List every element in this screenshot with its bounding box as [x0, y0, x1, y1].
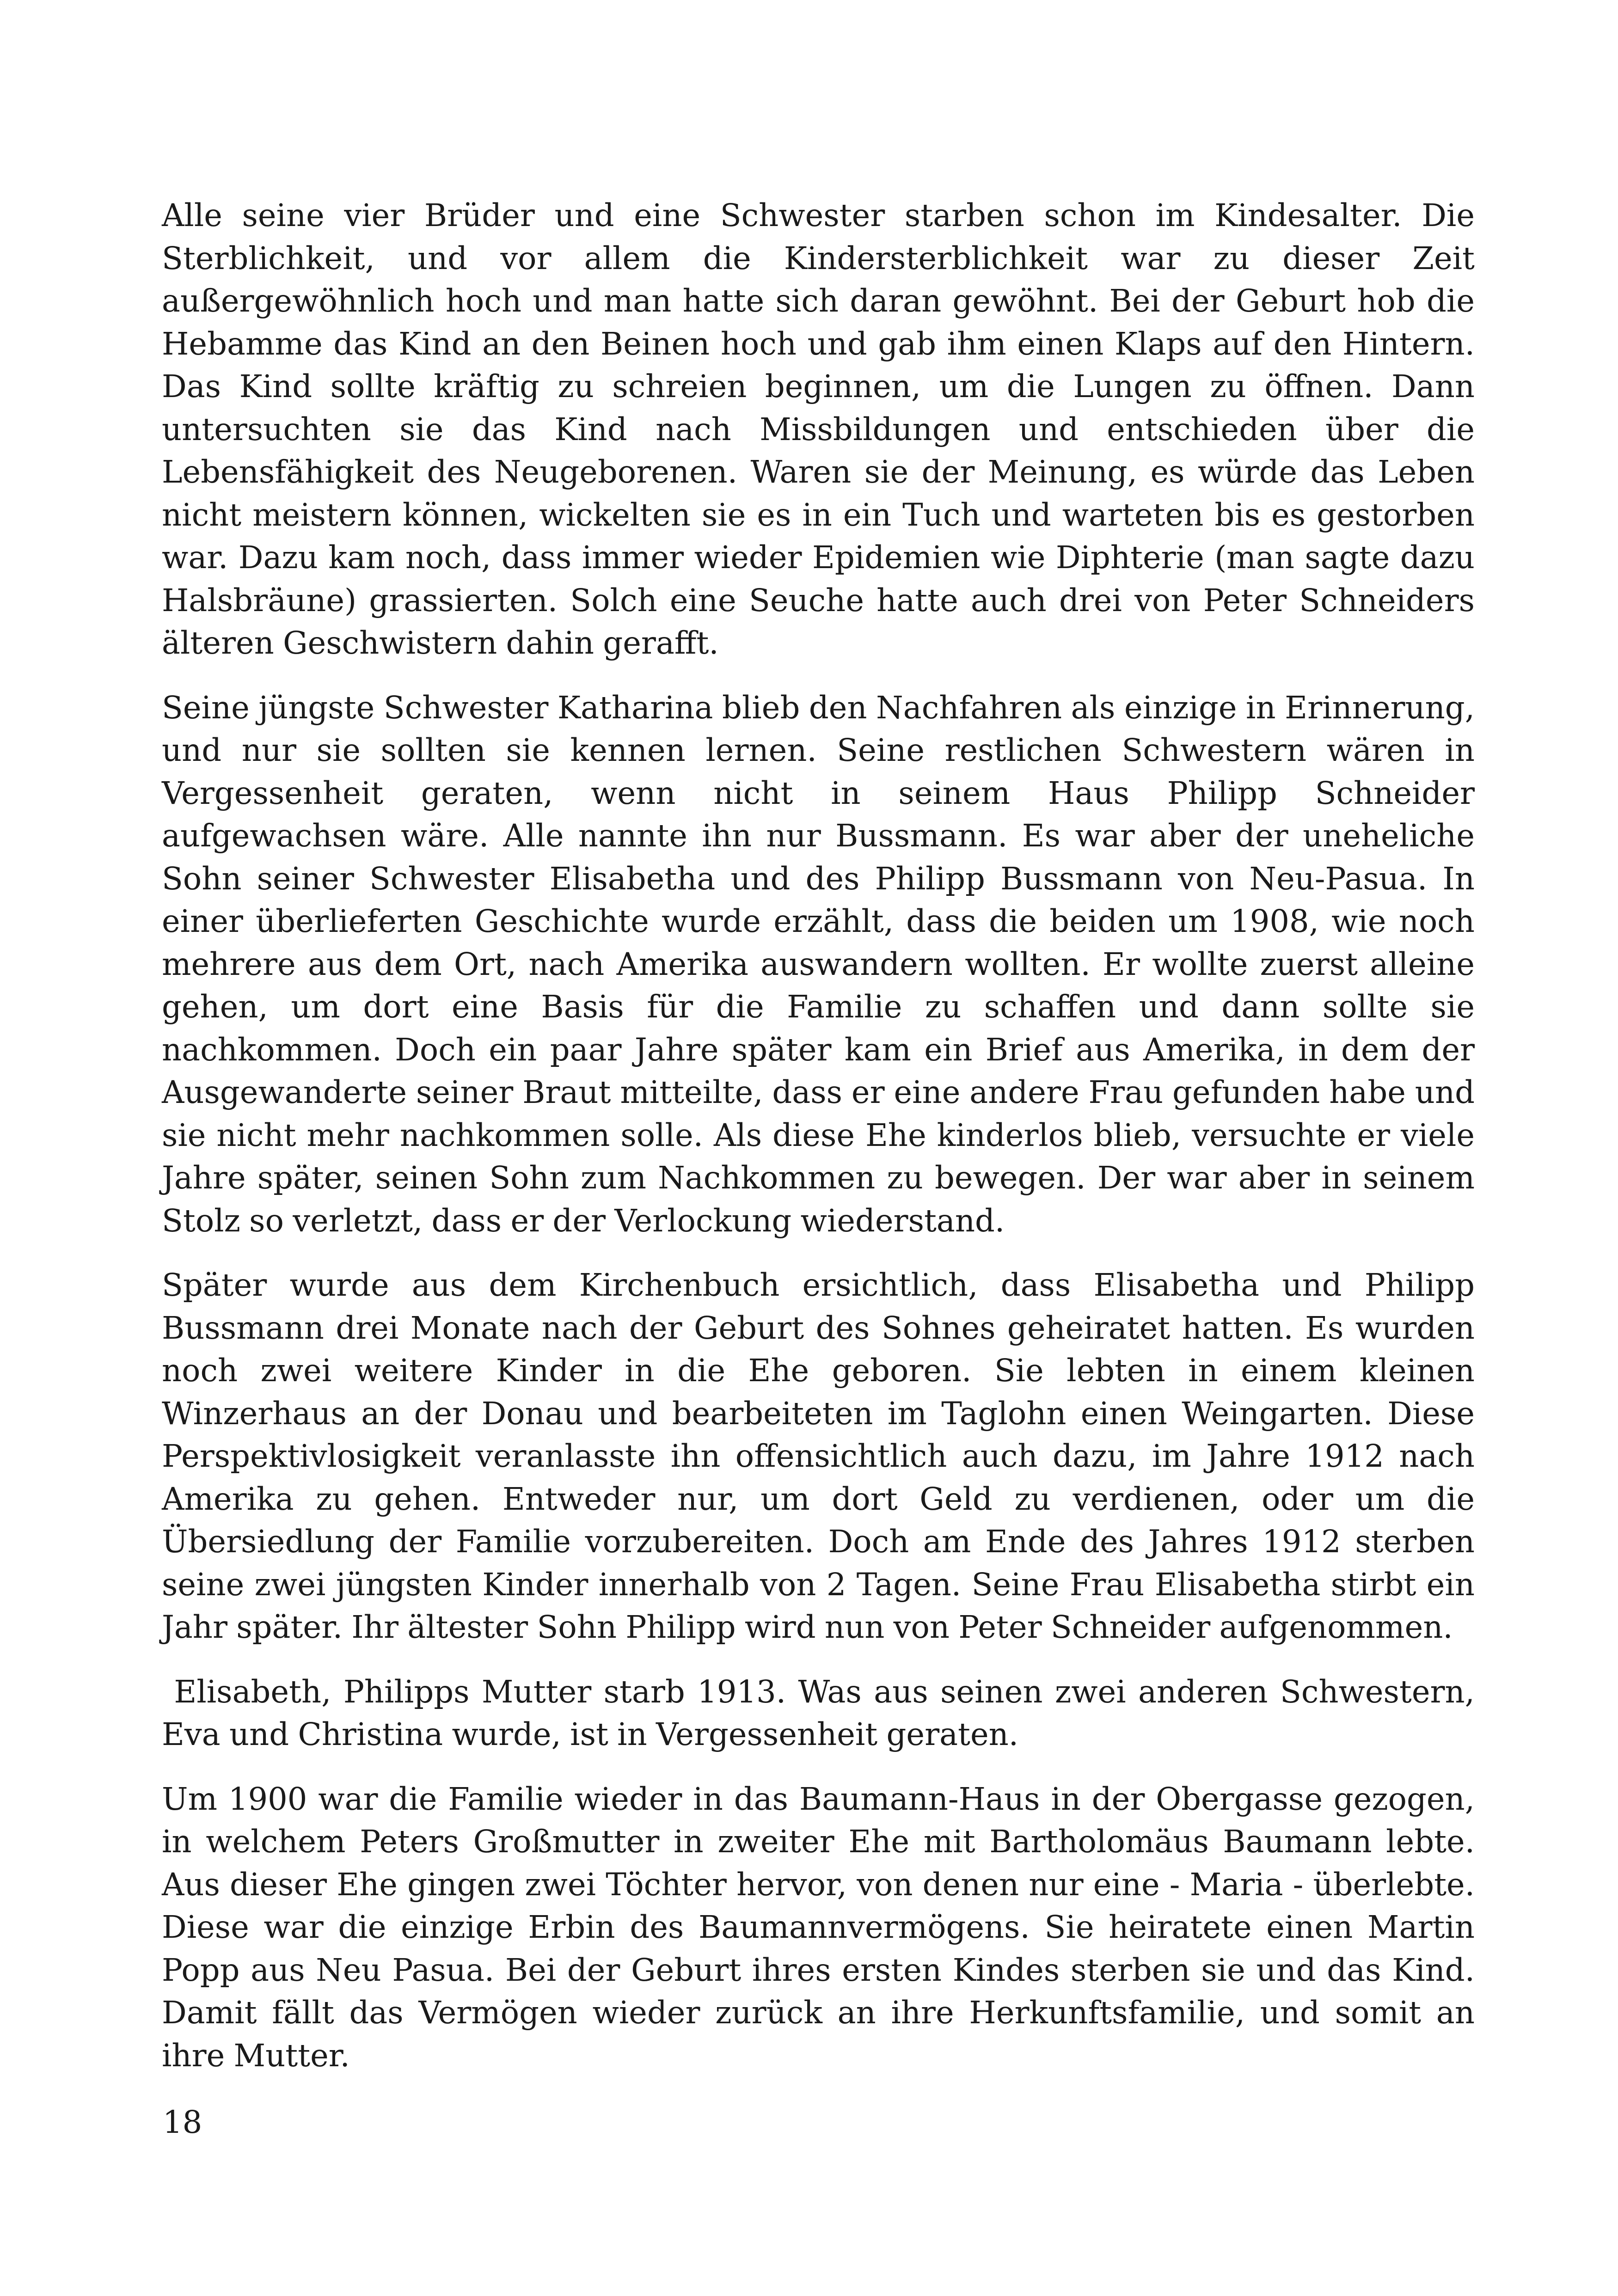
paragraph-baumann-haus: Um 1900 war die Familie wieder in das Baumann-Haus in der Obergasse gezogen, in welchem Peters Großmutter in zweiter Ehe mit Bartholomäus Baumann lebte. Aus dieser Ehe gingen zwei Töchter hervor, von denen nur eine - Maria - überlebte. Diese war die einzige Erbin des Baumannvermögens. Sie heiratete einen Martin Popp aus Neu Pasua. Bei der Geburt ihres ersten Kindes sterben sie und das Kind. Damit fällt das Vermögen wieder zurück an ihre Herkunftsfamilie, und somit an ihre Mutter. — [162, 1781, 1475, 2074]
paragraph-elisabetha-philipp: Später wurde aus dem Kirchenbuch ersichtlich, dass Elisabetha und Philipp Bussmann drei Monate nach der Geburt des Sohnes geheiratet hatten. Es wurden noch zwei weitere Kinder in die Ehe geboren. Sie lebten in einem kleinen Winzerhaus an der Donau und bearbeiteten im Taglohn einen Weingarten. Diese Perspektivlosigkeit veranlasste ihn offensichtlich auch dazu, im Jahre 1912 nach Amerika zu gehen. Entweder nur, um dort Geld zu verdienen, oder um die Übersiedlung der Familie vorzubereiten. Doch am Ende des Jahres 1912 sterben seine zwei jüngsten Kinder innerhalb von 2 Tagen. Seine Frau Elisabetha stirbt ein Jahr später. Ihr ältester Sohn Philipp wird nun von Peter Schneider aufgenommen. — [162, 1267, 1475, 1645]
paragraph-childhood-mortality: Alle seine vier Brüder und eine Schwester starben schon im Kindesalter. Die Sterblichkeit, und vor allem die Kindersterblichkeit war zu dieser Zeit außergewöhnlich hoch und man hatte sich daran gewöhnt. Bei der Geburt hob die Hebamme das Kind an den Beinen hoch und gab ihm einen Klaps auf den Hintern. Das Kind sollte kräftig zu schreien beginnen, um die Lungen zu öffnen. Dann untersuchten sie das Kind nach Missbildungen und entschieden über die Lebensfähigkeit des Neugeborenen. Waren sie der Meinung, es würde das Leben nicht meistern können, wickelten sie es in ein Tuch und warteten bis es gestorben war. Dazu kam noch, dass immer wieder Epidemien wie Diphterie (man sagte dazu Halsbräune) grassierten. Solch eine Seuche hatte auch drei von Peter Schneiders älteren Geschwistern dahin gerafft. — [162, 197, 1475, 661]
paragraph-elisabeth-death: Elisabeth, Philipps Mutter starb 1913. Was aus seinen zwei anderen Schwestern, Eva und Christina wurde, ist in Vergessenheit geraten. — [162, 1673, 1484, 1752]
paragraph-katharina-bussmann: Seine jüngste Schwester Katharina blieb den Nachfahren als einzige in Erinnerung, und nur sie sollten sie kennen lernen. Seine restlichen Schwestern wären in Vergessenheit geraten, wenn nicht in seinem Haus Philipp Schneider aufgewachsen wäre. Alle nannte ihn nur Bussmann. Es war aber der uneheliche Sohn seiner Schwester Elisabetha und des Philipp Bussmann von Neu-Pasua. In einer überlieferten Geschichte wurde erzählt, dass die beiden um 1908, wie noch mehrere aus dem Ort, nach Amerika auswandern wollten. Er wollte zuerst alleine gehen, um dort eine Basis für die Familie zu schaffen und dann sollte sie nachkommen. Doch ein paar Jahre später kam ein Brief aus Amerika, in dem der Ausgewanderte seiner Braut mitteilte, dass er eine andere Frau gefunden habe und sie nicht mehr nachkommen solle. Als diese Ehe kinderlos blieb, versuchte er viele Jahre später, seinen Sohn zum Nachkommen zu bewegen. Der war aber in seinem Stolz so verletzt, dass er der Verlockung wiederstand. — [162, 689, 1475, 1239]
page-number: 18 — [163, 2104, 202, 2140]
body-text — [162, 194, 1484, 2099]
